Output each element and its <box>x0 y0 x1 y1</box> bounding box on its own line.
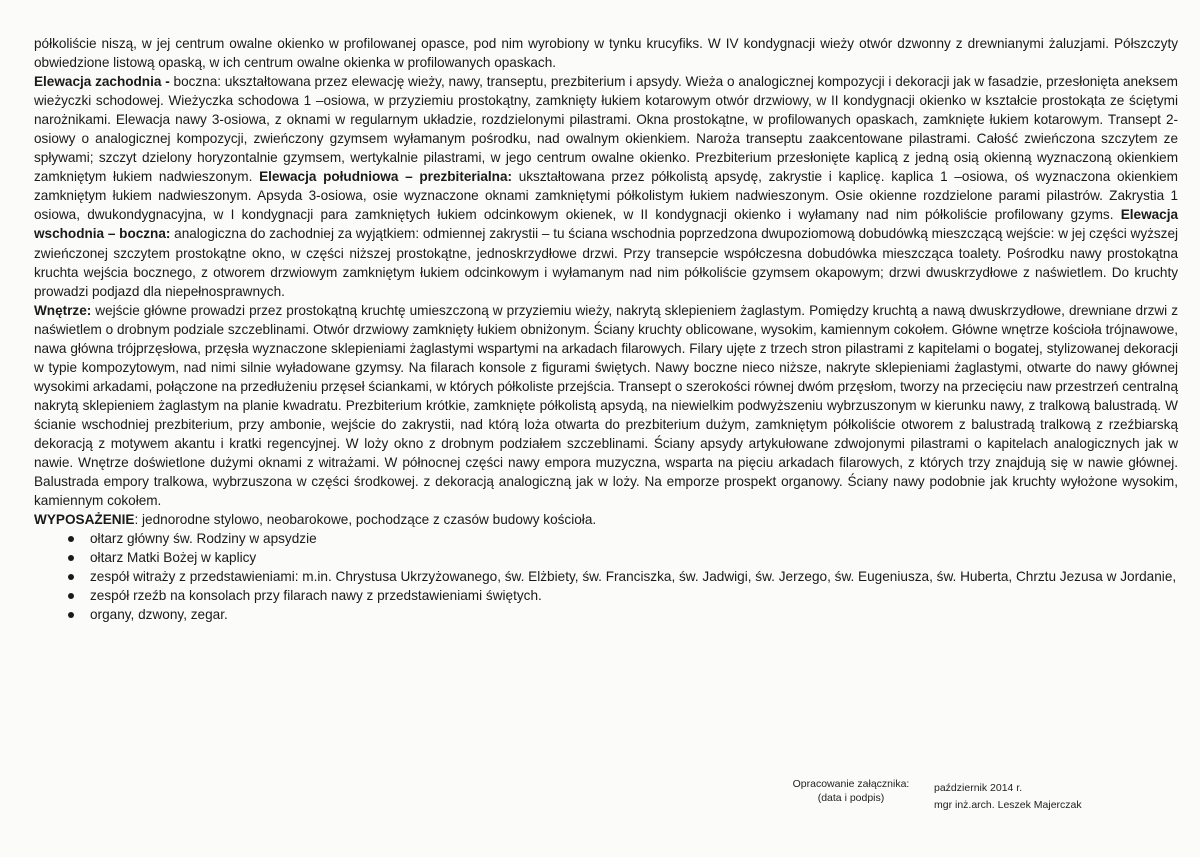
equipment-text: : jednorodne stylowo, neobarokowe, pochodzące z czasów budowy kościoła. <box>134 512 597 528</box>
south-elevation-heading: Elewacja południowa – prezbiterialna: <box>259 169 513 185</box>
signature-author: mgr inż.arch. Leszek Majerczak <box>934 799 1082 811</box>
interior-text: wejście główne prowadzi przez prostokątną kruchtę umieszczoną w przyziemiu wieży, nakrytą sklepieniem żaglastym. Pomiędzy kruchtą a nawą dwuskrzydłowe, drewniane drzwi z naświetlem o drobnym podziale szczeblinami. Otwór drzwiowy zamknięty łukiem obniżonym. Ściany kruchty oblicowane, wysokim, kamiennym cokołem. Główne wnętrze kościoła trójnawowe, nawa główna trójprzęsłowa, przęsła wyznaczone sklepieniami żaglastymi wspartymi na arkadach filarowych. Filary ujęte z trzech stron pilastrami z kapitelami o bogatej, stylizowanej dekoracji w typie kompozytowym, nad nimi silnie wyładowane gzymsy. Na filarach konsole z figurami świętych. Nawy boczne nieco niższe, nakryte sklepieniami żaglastymi, otwarte do nawy głównej wysokimi arkadami, połączone na przedłużeniu przęseł ściankami, w których półkoliste przejścia. Transept o szerokości równej dwóm przęsłom, tworzy na przecięciu naw przestrzeń centralną nakrytą sklepieniem żaglastym na planie kwadratu. Prezbiterium krótkie, zamknięte półkolistą apsydą, na niewielkim podwyższeniu wybrzuszonym w kierunku nawy, z tralkową balustradą. W ścianie wschodniej prezbiterium, przy ambonie, wejście do zakrystii, nad którą loża otwarta do prezbiterium dużym, zamkniętym półkoliście otworem z balustradą tralkową z rzeźbiarską dekoracją z motywem akantu i kratki regencyjnej. W loży okno z drobnym podziałem szczeblinami. Ściany apsydy artykułowane zdwojonymi pilastrami o kapitelach analogicznych jak w nawie. Wnętrze doświetlone dużymi oknami z witrażami. W północnej części nawy empora muzyczna, wsparta na pięciu arkadach filarowych, z których trzy znajdują się w nawie głównej. Balustrada empory tralkowa, wybrzuszona w części środkowej. z dekoracją analogiczną jak w loży. Na emporze prospekt organowy. Ściany nawy podobnie jak kruchty wyłożone wysokim, kamiennym cokołem. <box>34 302 1178 509</box>
signature-label <box>786 777 916 805</box>
intro-text: półkoliście niszą, w jej centrum owalne okienko w profilowanej opasce, pod nim wyrobiony w tynku krucyfiks. W IV kondygnacji wieży otwór dzwonny z drewnianymi żaluzjami. Półszczyty obwiedzione listową opaską, w ich centrum owalne okienka w profilowanych opaskach. <box>34 36 1178 71</box>
equipment-paragraph <box>34 510 1178 529</box>
signature-details <box>934 781 1200 815</box>
signature-label-line2: (data i podpis) <box>817 792 885 804</box>
east-elevation-heading: Elewacja wschodnia – boczna: <box>34 207 1178 242</box>
list-item: ołtarz główny św. Rodziny w apsydzie <box>68 529 1178 548</box>
paragraph-intro <box>34 34 1178 72</box>
list-item: zespół witraży z przedstawieniami: m.in. Chrystusa Ukrzyżowanego, św. Elżbiety, św. Franciszka, św. Jadwigi, św. Jerzego, św. Eugeniusza, św. Huberta, Chrztu Jezusa w Jordanie, <box>68 567 1178 586</box>
south-elevation-text: ukształtowana przez półkolistą apsydę, zakrystie i kaplicę. kaplica 1 –osiowa, oś wyznaczona okienkiem zamkniętym łukiem nadwieszonym. Apsyda 3-osiowa, osie wyznaczone oknami zamkniętymi półkolistym łukiem nadwieszonym. Osie okienne rozdzielone parami pilastrów. Zakrystia 1 osiowa, dwukondygnacyjna, w I kondygnacji para zamkniętych łukiem odcinkowym okienek, w II kondygnacji okienko i wyłamany nad nim półkoliście profilowany gzyms. <box>34 169 1178 223</box>
list-item: zespół rzeźb na konsolach przy filarach nawy z przedstawieniami świętych. <box>68 586 1178 605</box>
signature-label-line1: Opracowanie załącznika: <box>792 778 910 790</box>
list-item: organy, dzwony, zegar. <box>68 605 1178 624</box>
list-item: ołtarz Matki Bożej w kaplicy <box>68 548 1178 567</box>
west-elevation-text: boczna: ukształtowana przez elewację wieży, nawy, transeptu, prezbiterium i apsydy. Wieża o analogicznej kompozycji i dekoracji jak w fasadzie, przesłonięta aneksem wieżyczki schodowej. Wieżyczka schodowa 1 –osiowa, w przyziemiu prostokątny, zamknięty łukiem kotarowym otwór drzwiowy, w II kondygnacji okienko w kształcie prostokąta ze ściętymi narożnikami. Elewacja nawy 3-osiowa, z oknami w regularnym układzie, rozdzielonymi pilastrami. Okna prostokątne, w profilowanych opaskach, zamknięte łukiem kotarowym. Transept 2-osiowy o analogicznej kompozycji, zwieńczony gzymsem wyłamanym pośrodku, nad owalnym okienkiem. Naroża transeptu zaakcentowane pilastrami. Całość zwieńczona szczytem ze spływami; szczyt dzielony horyzontalnie gzymsem, wertykalnie pilastrami, w jego centrum owalne okienko. Prezbiterium przesłonięte kaplicą z jedną osią okienną wyznaczoną okienkiem zamkniętym łukiem nadwieszonym. <box>34 74 1178 185</box>
interior-heading: Wnętrze: <box>34 302 92 318</box>
west-elevation-heading: Elewacja zachodnia - <box>34 74 170 90</box>
signature-date: październik 2014 r. <box>934 782 1023 794</box>
equipment-heading: WYPOSAŻENIE <box>34 512 135 528</box>
paragraph-interior <box>34 301 1178 511</box>
body-text <box>34 34 1178 510</box>
east-elevation-text: analogiczna do zachodniej za wyjątkiem: odmiennej zakrystii – tu ściana wschodnia poprzedzona dwupoziomową dobudówką mieszczącą wejście: w jej części wyższej zwieńczonej szczytem prostokątne okno, w części niższej prostokątne, jednoskrzydłowe drzwi. Przy transepcie współczesna dobudówka mieszcząca toalety. Pośrodku nawy prostokątna kruchta wejścia bocznego, z otworem drzwiowym zamkniętym łukiem odcinkowym i wyłamanym nad nim półkoliście gzymsem okapowym; drzwi dwuskrzydłowe z naświetlem. Do kruchty prowadzi podjazd dla niepełnosprawnych. <box>34 226 1178 299</box>
paragraph-elevations <box>34 72 1178 301</box>
equipment-list <box>34 529 1178 624</box>
